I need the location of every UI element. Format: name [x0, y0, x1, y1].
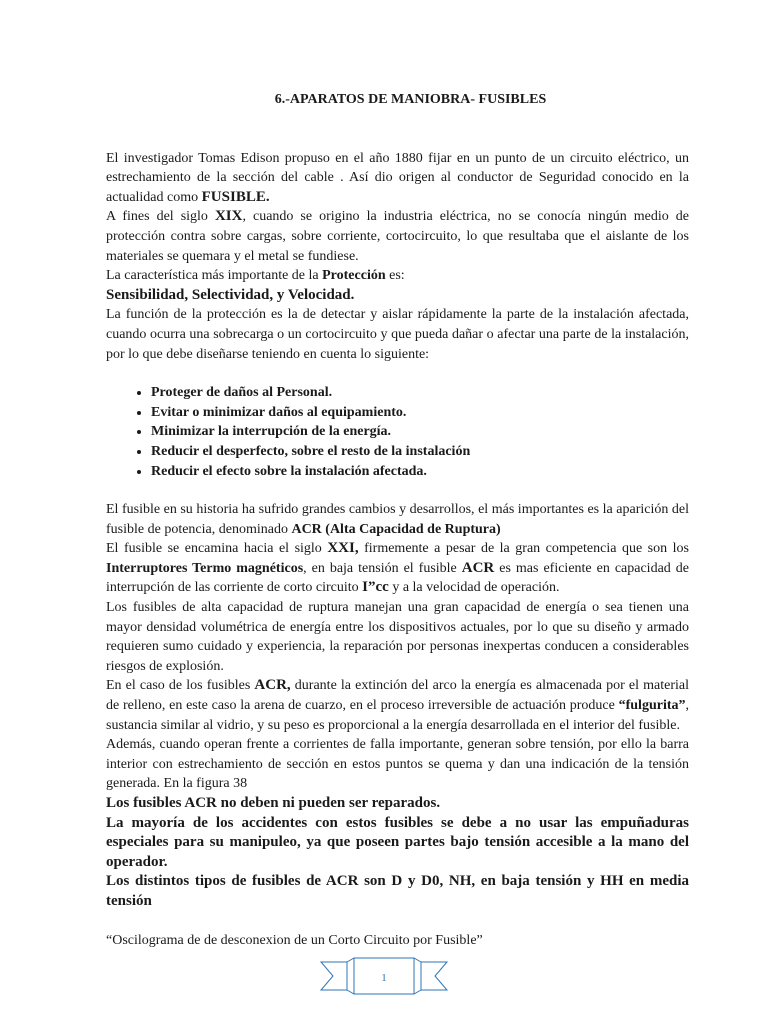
paragraph-funcion: La función de la protección es la de detectar y aislar rápidamente la parte de la instalación afectada, cuando ocurra una sobrecarga o un cortocircuito y que pueda dañar o afectar una parte de la instalación, por lo que debe diseñarse teniendo en cuenta lo siguiente: [106, 307, 689, 362]
paragraph-text: durante la extinción del arco la energía es almacenada por el material de relleno, en este caso la arena de cuarzo, en el proceso irreversible de actuación produce [106, 678, 689, 714]
paragraph-edison [106, 149, 689, 208]
paragraph-text: es mas eficiente en capacidad de interrupción de las corriente de corto circuito [106, 560, 689, 596]
page-title: 6.-APARATOS DE MANIOBRA- FUSIBLES [274, 92, 547, 107]
paragraph-text: es: [385, 268, 405, 284]
paragraph-text: , en baja tensión el fusible [303, 560, 462, 576]
paragraph-sensibilidad [106, 286, 689, 306]
paragraph-caracteristica [106, 266, 689, 286]
paragraph-oscilograma: “Oscilograma de de desconexion de un Corto Circuito por Fusible” [106, 932, 483, 948]
bold-statement: La mayoría de los accidentes con estos fusibles se debe a no usar las empuñaduras especiales para su manipuleo, ya que poseen partes bajo tensión accesible a la mano del operador. [106, 814, 689, 870]
paragraph-text: , cuando se origino la industria eléctrica, no se conocía ningún medio de protección contra sobre cargas, sobre corriente, cortocircuito, lo que resultaba que el aislante de los materiales se quemara y el metal se fundiese. [106, 209, 689, 264]
bold-term: ACR [461, 559, 495, 576]
bold-term: XXI, [327, 540, 359, 557]
paragraph-no-reparar [106, 794, 689, 814]
paragraph-text: El fusible en su historia ha sufrido grandes cambios y desarrollos, el más importantes es la aparición del fusible de potencia, denominado [106, 502, 689, 537]
paragraph-text: y a la velocidad de operación. [388, 580, 560, 596]
paragraph-alta-capacidad: Los fusibles de alta capacidad de ruptura manejan una gran capacidad de energía o sea tienen una mayor densidad volumétrica de energía entre los dispositivos actuales, por lo que su diseño y armado requieren sumo cuidado y experiencia, la reparación por personas inexpertas conducen a considerables riesgos de explosión. [106, 600, 689, 674]
paragraph-text: A fines del siglo [106, 209, 215, 225]
bold-statement: Los fusibles ACR no deben ni pueden ser reparados. [106, 795, 441, 811]
list-item: • Reducir el efecto sobre la instalación afectada. [151, 462, 689, 482]
paragraph-acr-arco [106, 676, 689, 735]
page-number: 1 [381, 972, 387, 984]
bold-term: FUSIBLE. [201, 188, 270, 205]
paragraph-historia [106, 500, 689, 539]
list-item: • Reducir el desperfecto, sobre el resto de la instalación [151, 442, 689, 462]
list-item: • Proteger de daños al Personal. [151, 383, 689, 403]
bold-term: ACR (Alta Capacidad de Ruptura) [291, 521, 501, 537]
bold-term: I”cc [362, 579, 389, 596]
paragraph-text: firmemente a pesar de la gran competencia que son los [358, 541, 689, 557]
paragraph-text: En el caso de los fusibles [106, 678, 255, 694]
paragraph-siglo-xxi [106, 539, 689, 598]
paragraph-text: La característica más importante de la [106, 268, 323, 284]
bold-term: Interruptores Termo magnéticos [106, 560, 304, 576]
paragraph-text: El investigador Tomas Edison propuso en el año 1880 fijar en un punto de un circuito eléctrico, un estrechamiento de la sección del cable . Así dio origen al conductor de Seguridad conocido en la actualidad como [106, 150, 689, 205]
document-body [106, 90, 689, 950]
paragraph-siglo-xix [106, 207, 689, 266]
bold-term: XIX [214, 208, 243, 225]
list-item: • Evitar o minimizar daños al equipamiento. [151, 403, 689, 423]
list-item: • Minimizar la interrupción de la energía. [151, 422, 689, 442]
paragraph-tipos [106, 872, 689, 911]
paragraph-sobre-tension: Además, cuando operan frente a corrientes de falla importante, generan sobre tensión, por ello la barra interior con estrechamiento de sección en estos puntos se quema y dan una indicación de la tensión generada. En la figura 38 [106, 737, 689, 792]
bold-heading: Sensibilidad, Selectividad, y Velocidad. [106, 286, 355, 303]
page-number-footer [319, 956, 449, 996]
bold-term: “fulgurita” [618, 698, 686, 714]
paragraph-text: , sustancia similar al vidrio, y su peso es proporcional a la energía desarrollada en el interior del fusible. [106, 698, 689, 733]
paragraph-text: El fusible se encamina hacia el siglo [106, 541, 328, 557]
bold-term: Protección [322, 268, 386, 284]
paragraph-accidentes [106, 814, 689, 873]
bullet-list [106, 383, 689, 481]
bold-statement: Los distintos tipos de fusibles de ACR son D y D0, NH, en baja tensión y HH en media tensión [106, 873, 689, 909]
bold-term: ACR, [254, 677, 291, 694]
